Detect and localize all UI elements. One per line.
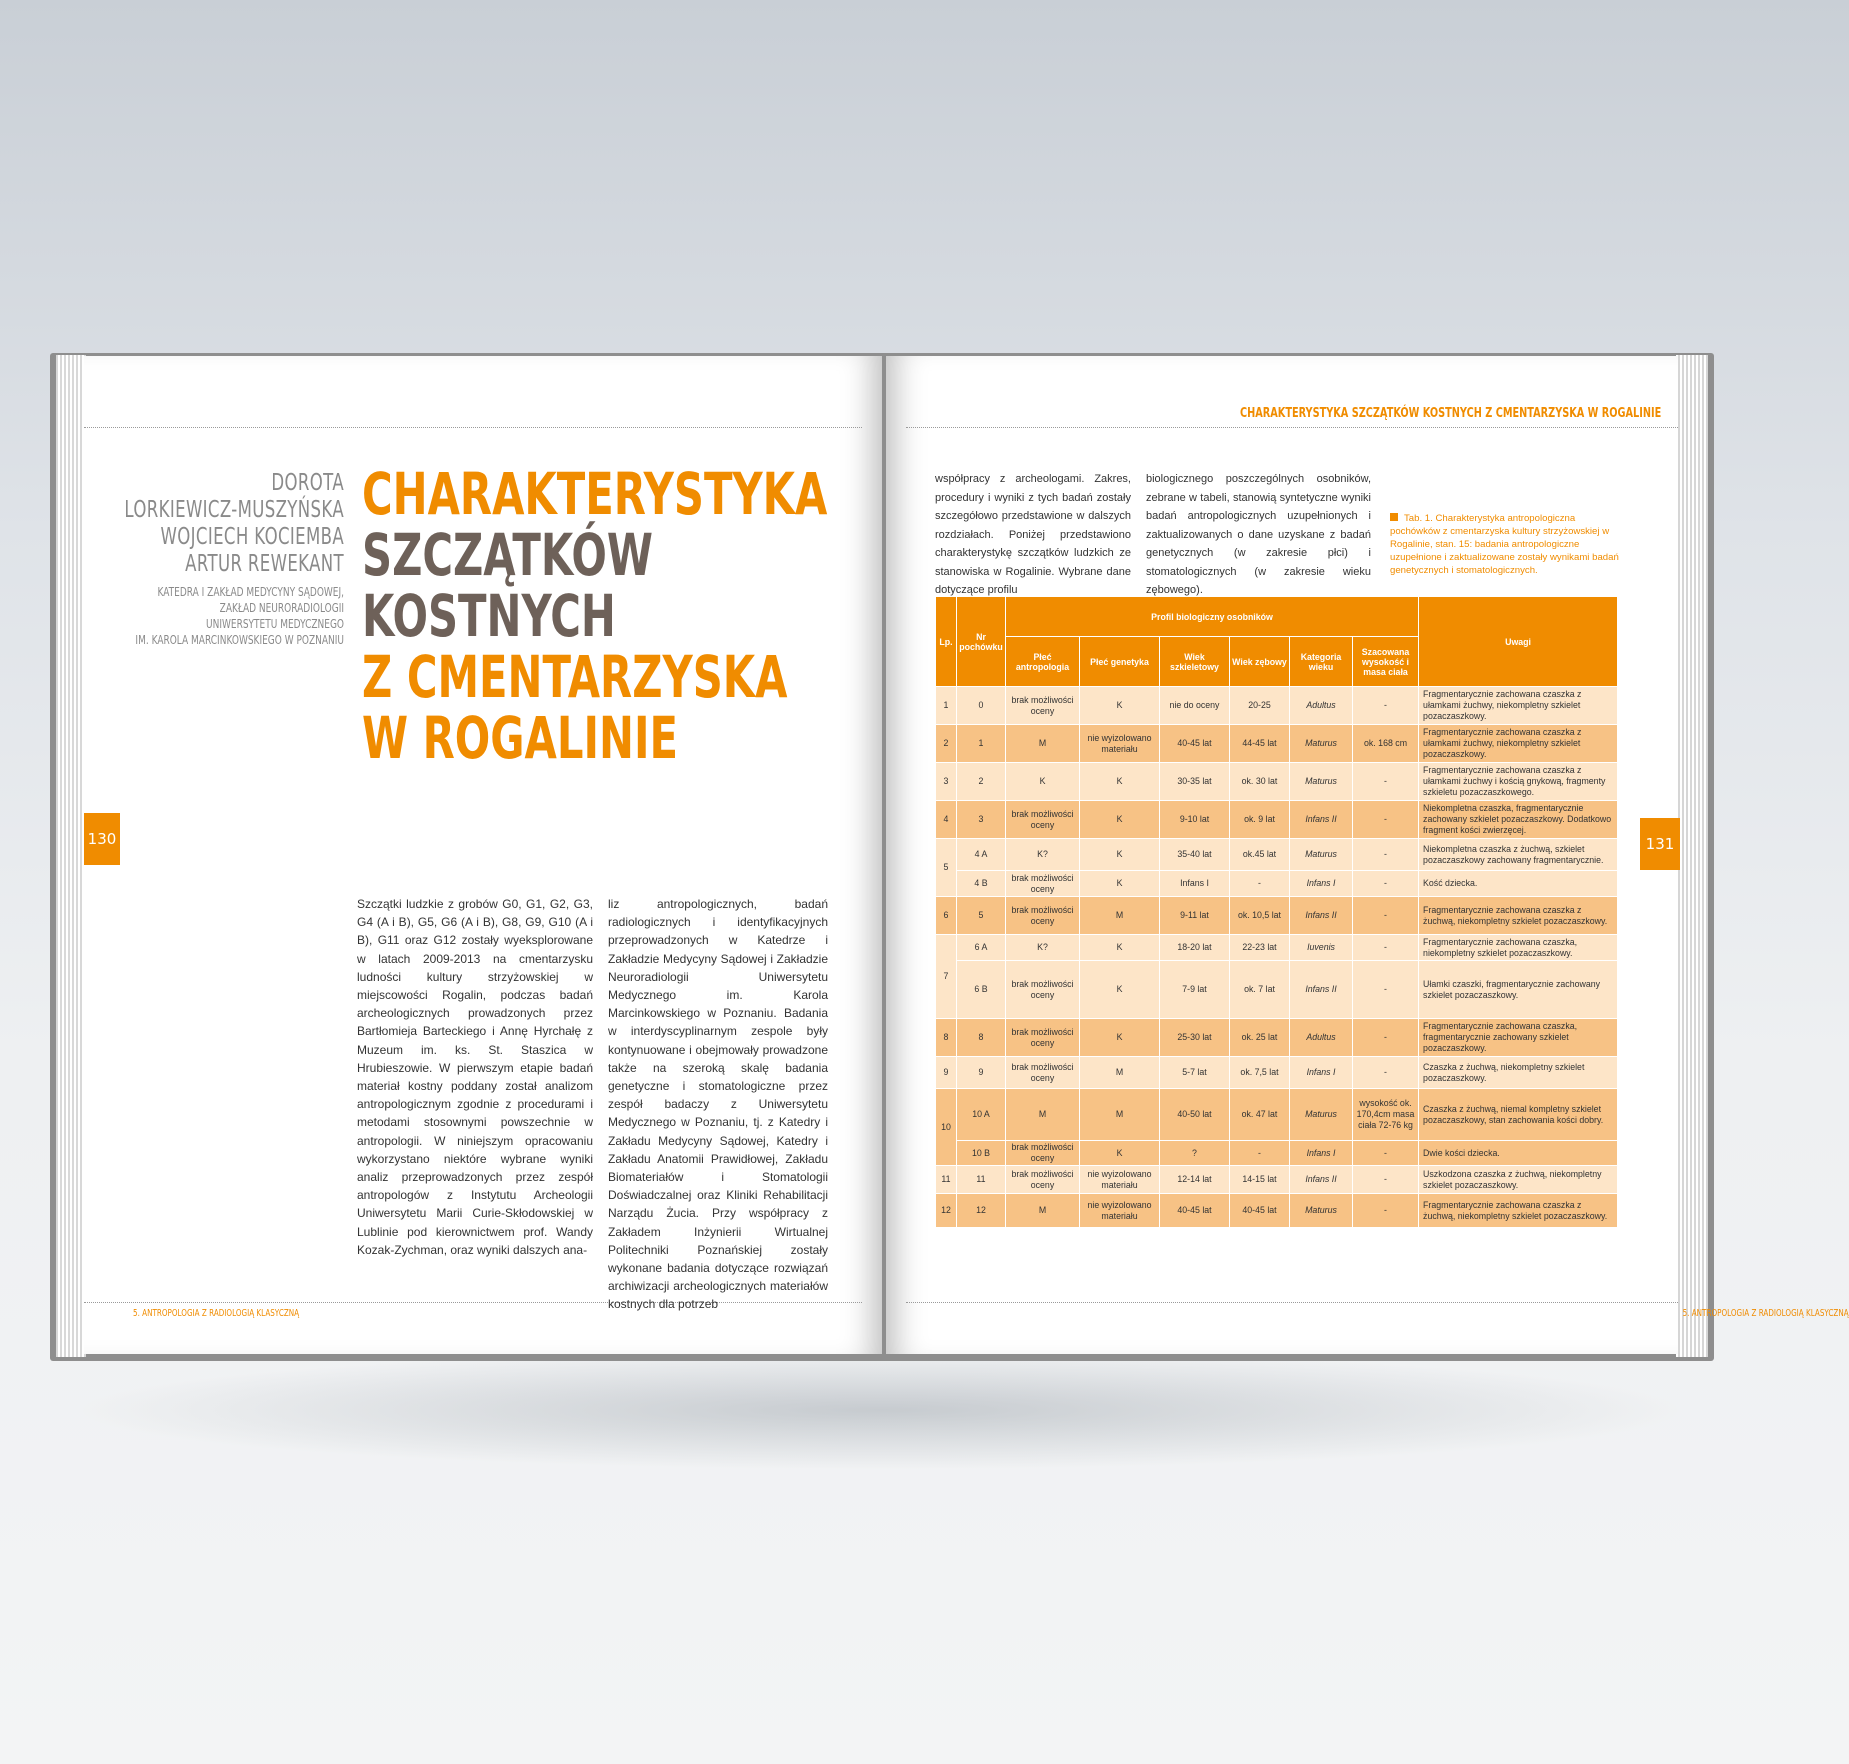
cell-uw: Ułamki czaszki, fragmentarycznie zachowany szkielet pozaczaszkowy. [1419, 961, 1618, 1019]
cell-lp: 7 [936, 935, 957, 1019]
cell-ws: ? [1160, 1141, 1230, 1166]
cell-pg: K [1080, 961, 1160, 1019]
cell-nr: 8 [957, 1019, 1006, 1057]
cell-kat: Maturus [1290, 839, 1353, 871]
cell-wys: - [1353, 1019, 1419, 1057]
cell-pg: nie wyizolowano materiału [1080, 1166, 1160, 1194]
author-name: DOROTA [271, 470, 344, 496]
cell-uw: Fragmentarycznie zachowana czaszka z ułamkami żuchwy i kością gnykową, fragmenty szkieletu pozaczaszkowego. [1419, 763, 1618, 801]
cell-pg: K [1080, 1019, 1160, 1057]
cell-pg: K [1080, 801, 1160, 839]
cell-lp: 11 [936, 1166, 957, 1194]
cell-uw: Fragmentarycznie zachowana czaszka, niekompletny szkielet pozaczaszkowy. [1419, 935, 1618, 961]
cell-ws: 7-9 lat [1160, 961, 1230, 1019]
cell-pa: K? [1006, 935, 1080, 961]
cell-uw: Fragmentarycznie zachowana czaszka, fragmentarycznie zachowany szkielet pozaczaszkowy. [1419, 1019, 1618, 1057]
table-row [936, 871, 1618, 897]
cell-wz: 40-45 lat [1230, 1194, 1290, 1228]
table-row [936, 897, 1618, 935]
cell-wz: 20-25 [1230, 687, 1290, 725]
cell-pg: K [1080, 763, 1160, 801]
cell-uw: Czaszka z żuchwą, niemal kompletny szkielet pozaczaszkowy, stan zachowania kości dobry. [1419, 1089, 1618, 1141]
cell-ws: 30-35 lat [1160, 763, 1230, 801]
cell-pg: K [1080, 871, 1160, 897]
cell-kat: Infans II [1290, 961, 1353, 1019]
cell-pa: brak możliwości oceny [1006, 897, 1080, 935]
table-row [936, 1194, 1618, 1228]
cell-uw: Czaszka z żuchwą, niekompletny szkielet pozaczaszkowy. [1419, 1057, 1618, 1089]
cell-ws: 9-10 lat [1160, 801, 1230, 839]
cell-pg: nie wyizolowano materiału [1080, 725, 1160, 763]
body-column-2: liz antropologicznych, badań radiologicznych i identyfikacyjnych przeprowadzonych w Katedrze i Zakładzie Medycyny Sądowej i Zakładzie Neuroradiologii Uniwersytetu Medycznego im. Karola Marcinkowskiego w Poznaniu. Badania w interdyscyplinarnym zespole były kontynuowane i obejmowały prowadzone także na szeroką skalę badania genetyczne i stomatologiczne przez zespół badaczy z Uniwersytetu Medycznego w Poznaniu, tj. z Katedry i Zakładu Medycyny Sądowej, Katedry i Zakładu Anatomii Prawidłowej, Zakładu Biomateriałów i Stomatologii Doświadczalnej oraz Kliniki Rehabilitacji Narządu Żucia. Przy współpracy z Zakładem Inżynierii Wirtualnej Politechniki Poznańskiej zostały wykonane badania dotyczące rozwiązań archiwizacji archeologicznych materiałów kostnych dla potrzeb [608, 897, 828, 1312]
cell-uw: Niekompletna czaszka, fragmentarycznie zachowany szkielet pozaczaszkowy. Dodatkowo fragment kości zwierzęcej. [1419, 801, 1618, 839]
page-edges-right [1676, 355, 1708, 1357]
cell-uw: Dwie kości dziecka. [1419, 1141, 1618, 1166]
footer-right-text: 5. ANTROPOLOGIA Z RADIOLOGIĄ KLASYCZNĄ [1682, 1308, 1849, 1319]
cell-wz: 44-45 lat [1230, 725, 1290, 763]
cell-wz: ok. 30 lat [1230, 763, 1290, 801]
table-row [936, 725, 1618, 763]
body-column-1: Szczątki ludzkie z grobów G0, G1, G2, G3, G4 (A i B), G5, G6 (A i B), G8, G9, G10 (A i B), G11 oraz G12 zostały wyeksplorowane w latach 2009-2013 na cmentarzysku ludności kultury strzyżowskiej w miejscowości Rogalin, podczas badań archeologicznych prowadzonych przez Bartłomieja Barteckiego i Annę Hyrchałę z Muzeum im. ks. St. Staszica w Hrubieszowie. W pierwszym etapie badań materiał kostny poddany został analizom antropologicznym zgodnie z procedurami i metodami stosownymi powszechnie w antropologii. W niniejszym opracowaniu wykorzystano niektóre wybrane wyniki analiz przeprowadzonych przez zespół antropologów z Instytutu Archeologii Uniwersytetu Marii Curie-Skłodowskiej w Lublinie pod kierownictwem prof. Wandy Kozak-Zychman, oraz wyniki dalszych ana- [357, 897, 593, 1257]
cell-lp: 8 [936, 1019, 957, 1057]
cell-pa: brak możliwości oceny [1006, 1166, 1080, 1194]
cell-ws: 5-7 lat [1160, 1057, 1230, 1089]
cell-pg: K [1080, 1141, 1160, 1166]
affiliation-line: ZAKŁAD NEURORADIOLOGII [219, 600, 344, 615]
title-line: SZCZĄTKÓW [362, 521, 653, 589]
table-row [936, 763, 1618, 801]
table-row [936, 1057, 1618, 1089]
cell-pa: brak możliwości oceny [1006, 1057, 1080, 1089]
cell-kat: Maturus [1290, 1089, 1353, 1141]
cell-wys: ok. 168 cm [1353, 725, 1419, 763]
affiliation-line: IM. KAROLA MARCINKOWSKIEGO W POZNANIU [135, 632, 344, 647]
table-row [936, 839, 1618, 871]
cell-nr: 1 [957, 725, 1006, 763]
cell-uw: Fragmentarycznie zachowana czaszka z ułamkami żuchwy, niekompletny szkielet pozaczaszkowy. [1419, 687, 1618, 725]
title-line: Z CMENTARZYSKA [362, 643, 788, 711]
cell-uw: Kość dziecka. [1419, 871, 1618, 897]
cell-pa: K [1006, 763, 1080, 801]
data-table [935, 596, 1618, 1228]
cell-nr: 11 [957, 1166, 1006, 1194]
cell-wys: - [1353, 1141, 1419, 1166]
cell-kat: Infans I [1290, 871, 1353, 897]
header-uwagi: Uwagi [1419, 597, 1618, 687]
table-row [936, 1089, 1618, 1141]
bottom-rule-right [906, 1302, 1678, 1303]
cell-kat: Maturus [1290, 725, 1353, 763]
cell-kat: Maturus [1290, 763, 1353, 801]
top-rule-left [84, 427, 862, 428]
cell-nr: 0 [957, 687, 1006, 725]
cell-uw: Uszkodzona czaszka z żuchwą, niekompletny szkielet pozaczaszkowy. [1419, 1166, 1618, 1194]
cell-kat: Infans II [1290, 801, 1353, 839]
cell-ws: 9-11 lat [1160, 897, 1230, 935]
footer-left: 5. ANTROPOLOGIA Z RADIOLOGIĄ KLASYCZNĄ [133, 1308, 300, 1319]
cell-ws: 35-40 lat [1160, 839, 1230, 871]
cell-wys: - [1353, 1057, 1419, 1089]
cell-lp: 9 [936, 1057, 957, 1089]
cell-pg: M [1080, 1089, 1160, 1141]
cell-wz: ok. 47 lat [1230, 1089, 1290, 1141]
cell-pg: M [1080, 1057, 1160, 1089]
cell-ws: 12-14 lat [1160, 1166, 1230, 1194]
affiliation-line: KATEDRA I ZAKŁAD MEDYCYNY SĄDOWEJ, [157, 584, 344, 599]
table-row [936, 1166, 1618, 1194]
cell-pa: brak możliwości oceny [1006, 1019, 1080, 1057]
cell-pg: K [1080, 839, 1160, 871]
author-block [39, 470, 344, 648]
header-sub: Szacowana wysokość i masa ciała [1353, 637, 1419, 687]
cell-nr: 6 A [957, 935, 1006, 961]
cell-nr: 9 [957, 1057, 1006, 1089]
cell-lp: 3 [936, 763, 957, 801]
table-row [936, 935, 1618, 961]
cell-lp: 6 [936, 897, 957, 935]
cell-lp: 1 [936, 687, 957, 725]
cell-kat: Adultus [1290, 687, 1353, 725]
cell-nr: 5 [957, 897, 1006, 935]
page-number-tab: 130 [84, 813, 120, 865]
table-row [936, 801, 1618, 839]
cell-wz: ok. 7 lat [1230, 961, 1290, 1019]
header-profile: Profil biologiczny osobników [1006, 597, 1419, 637]
cell-nr: 10 A [957, 1089, 1006, 1141]
cell-wz: ok. 25 lat [1230, 1019, 1290, 1057]
table-row [936, 1019, 1618, 1057]
cell-wz: ok. 9 lat [1230, 801, 1290, 839]
cell-wys: - [1353, 871, 1419, 897]
cell-ws: nie do oceny [1160, 687, 1230, 725]
cell-lp: 2 [936, 725, 957, 763]
cell-ws: 40-45 lat [1160, 725, 1230, 763]
cell-kat: Infans I [1290, 1141, 1353, 1166]
caption-text: Tab. 1. Charakterystyka antropologiczna pochówków z cmentarzyska kultury strzyżowskiej w Rogalinie, stan. 15: badania antropologiczne uzupełnione i zaktualizowane zostały wynikami badań genetycznych i stomatologicznych. [1390, 513, 1619, 576]
header-sub: Wiek szkieletowy [1160, 637, 1230, 687]
header-lp: Lp. [936, 597, 957, 687]
header-sub: Wiek zębowy [1230, 637, 1290, 687]
running-head: CHARAKTERYSTYKA SZCZĄTKÓW KOSTNYCH Z CMENTARZYSKA W ROGALINIE [1240, 405, 1662, 421]
table-row [936, 961, 1618, 1019]
cell-pg: K [1080, 935, 1160, 961]
cell-nr: 4 A [957, 839, 1006, 871]
cell-wz: 14-15 lat [1230, 1166, 1290, 1194]
cell-uw: Fragmentarycznie zachowana czaszka z żuchwą, niekompletny szkielet pozaczaszkowy. [1419, 897, 1618, 935]
cell-ws: 25-30 lat [1160, 1019, 1230, 1057]
cell-wys: - [1353, 935, 1419, 961]
title-line: CHARAKTERYSTYKA [362, 460, 828, 528]
cell-wys: - [1353, 687, 1419, 725]
cell-ws: 18-20 lat [1160, 935, 1230, 961]
table-row [936, 1141, 1618, 1166]
cell-lp: 10 [936, 1089, 957, 1166]
cell-wys: - [1353, 1166, 1419, 1194]
cell-uw: Niekompletna czaszka z żuchwą, szkielet pozaczaszkowy zachowany fragmentarycznie. [1419, 839, 1618, 871]
cell-wz: 22-23 lat [1230, 935, 1290, 961]
cell-wz: - [1230, 1141, 1290, 1166]
cell-pa: M [1006, 1089, 1080, 1141]
cell-wz: ok. 10,5 lat [1230, 897, 1290, 935]
author-name: WOJCIECH KOCIEMBA [160, 524, 344, 550]
affiliation-line: UNIWERSYTETU MEDYCZNEGO [206, 616, 344, 631]
header-sub: Płeć genetyka [1080, 637, 1160, 687]
cell-pg: nie wyizolowano materiału [1080, 1194, 1160, 1228]
cell-kat: Adultus [1290, 1019, 1353, 1057]
cell-pa: brak możliwości oceny [1006, 687, 1080, 725]
cell-wys: - [1353, 1194, 1419, 1228]
title-line: KOSTNYCH [362, 582, 616, 650]
cell-ws: 40-45 lat [1160, 1194, 1230, 1228]
cell-pa: M [1006, 1194, 1080, 1228]
cell-kat: Infans II [1290, 1166, 1353, 1194]
caption-square-icon [1390, 513, 1398, 521]
header-nr: Nr pochówku [957, 597, 1006, 687]
cell-nr: 10 B [957, 1141, 1006, 1166]
page-number-tab: 131 [1640, 818, 1680, 870]
cell-wys: - [1353, 961, 1419, 1019]
cell-lp: 5 [936, 839, 957, 897]
table-body [936, 687, 1618, 1228]
cell-pg: K [1080, 687, 1160, 725]
title-line: W ROGALINIE [362, 704, 679, 772]
cell-wys: - [1353, 897, 1419, 935]
cell-kat: Iuvenis [1290, 935, 1353, 961]
cell-nr: 12 [957, 1194, 1006, 1228]
cell-pg: M [1080, 897, 1160, 935]
header-sub: Kategoria wieku [1290, 637, 1353, 687]
footer-right [1683, 1308, 1849, 1319]
cell-uw: Fragmentarycznie zachowana czaszka z żuchwą, niekompletny szkielet pozaczaszkowy. [1419, 1194, 1618, 1228]
cell-nr: 6 B [957, 961, 1006, 1019]
body-column-1: współpracy z archeologami. Zakres, procedury i wyniki z tych badań zostały szczegółowo przedstawione w dalszych rozdziałach. Poniżej przedstawiono charakterystykę szczątków ludzkich ze stanowiska w Rogalinie. Wybrane dane dotyczące profilu [935, 473, 1131, 596]
cell-nr: 3 [957, 801, 1006, 839]
header-sub: Płeć antropologia [1006, 637, 1080, 687]
cell-pa: M [1006, 725, 1080, 763]
cell-lp: 4 [936, 801, 957, 839]
cell-pa: brak możliwości oceny [1006, 801, 1080, 839]
book-shadow [70, 1350, 1690, 1470]
cell-wys: - [1353, 839, 1419, 871]
body-column-2: biologicznego poszczególnych osobników, zebrane w tabeli, stanowią syntetyczne wyniki badań antropologicznych uzupełnionych i zaktualizowanych o dane uzyskane z badań genetycznych (w zakresie płci) i stomatologicznych (w zakresie wieku zębowego). [1146, 473, 1371, 596]
cell-pa: K? [1006, 839, 1080, 871]
cell-wys: wysokość ok. 170,4cm masa ciała 72-76 kg [1353, 1089, 1419, 1141]
cell-ws: 40-50 lat [1160, 1089, 1230, 1141]
cell-wz: ok. 7,5 lat [1230, 1057, 1290, 1089]
cell-pa: brak możliwości oceny [1006, 961, 1080, 1019]
cell-lp: 12 [936, 1194, 957, 1228]
cell-nr: 2 [957, 763, 1006, 801]
cell-ws: Infans I [1160, 871, 1230, 897]
cell-wys: - [1353, 801, 1419, 839]
cell-kat: Infans I [1290, 1057, 1353, 1089]
table-row [936, 687, 1618, 725]
cell-wz: ok.45 lat [1230, 839, 1290, 871]
top-rule-right [906, 427, 1678, 428]
cell-pa: brak możliwości oceny [1006, 871, 1080, 897]
cell-pa: brak możliwości oceny [1006, 1141, 1080, 1166]
cell-kat: Infans II [1290, 897, 1353, 935]
cell-nr: 4 B [957, 871, 1006, 897]
author-name: ARTUR REWEKANT [185, 551, 344, 577]
table-caption [1390, 512, 1620, 577]
cell-wys: - [1353, 763, 1419, 801]
cell-kat: Maturus [1290, 1194, 1353, 1228]
author-name: LORKIEWICZ-MUSZYŃSKA [124, 497, 344, 523]
cell-wz: - [1230, 871, 1290, 897]
cell-uw: Fragmentarycznie zachowana czaszka z ułamkami żuchwy, niekompletny szkielet pozaczaszkowy. [1419, 725, 1618, 763]
